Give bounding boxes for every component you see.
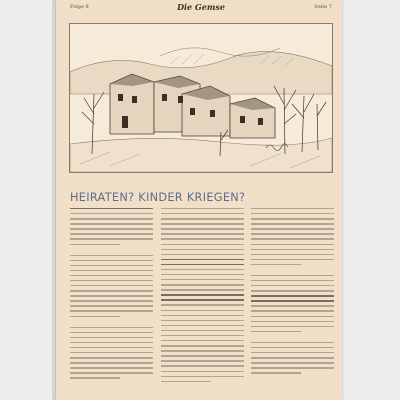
article-column-1 — [70, 208, 153, 388]
article-column-3 — [251, 208, 334, 388]
masthead-title: Die Gemse — [177, 2, 225, 12]
page-header — [70, 2, 332, 12]
article-column-2 — [161, 208, 244, 388]
village-illustration — [69, 23, 333, 173]
issue-number: Folge 8 — [70, 4, 89, 10]
article-headline: HEIRATEN? KINDER KRIEGEN? — [70, 191, 246, 204]
page-number: Seite 7 — [314, 4, 332, 10]
village-drawing — [70, 24, 332, 172]
